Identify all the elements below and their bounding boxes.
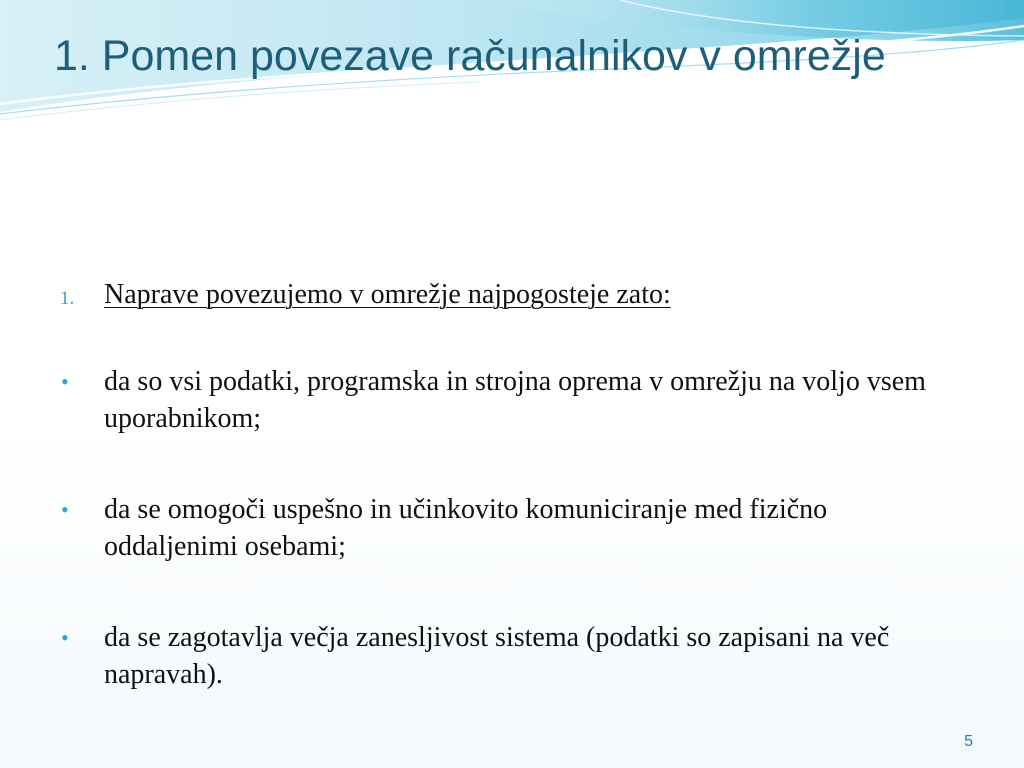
bullet-text: da se omogoči uspešno in učinkovito komuniciranje med fizično oddaljenimi osebami; [104,494,828,562]
intro-item [60,276,960,313]
bullet-icon: • [61,369,69,394]
bullet-text: da se zagotavlja večja zanesljivost sistema (podatki so zapisani na več napravah). [104,622,890,690]
bullet-item [60,619,960,693]
page-number: 5 [964,733,973,750]
slide-content [60,276,960,693]
bullet-item [60,491,960,565]
slide-title: 1. Pomen povezave računalnikov v omrežje [54,32,886,80]
bullet-icon: • [61,497,69,522]
intro-text: Naprave povezujemo v omrežje najpogosteje zato: [104,279,671,310]
bullet-item [60,363,960,437]
bullet-icon: • [61,625,69,650]
list-number: 1. [60,288,75,309]
bullet-text: da so vsi podatki, programska in strojna oprema v omrežju na voljo vsem uporabnikom; [104,366,926,434]
